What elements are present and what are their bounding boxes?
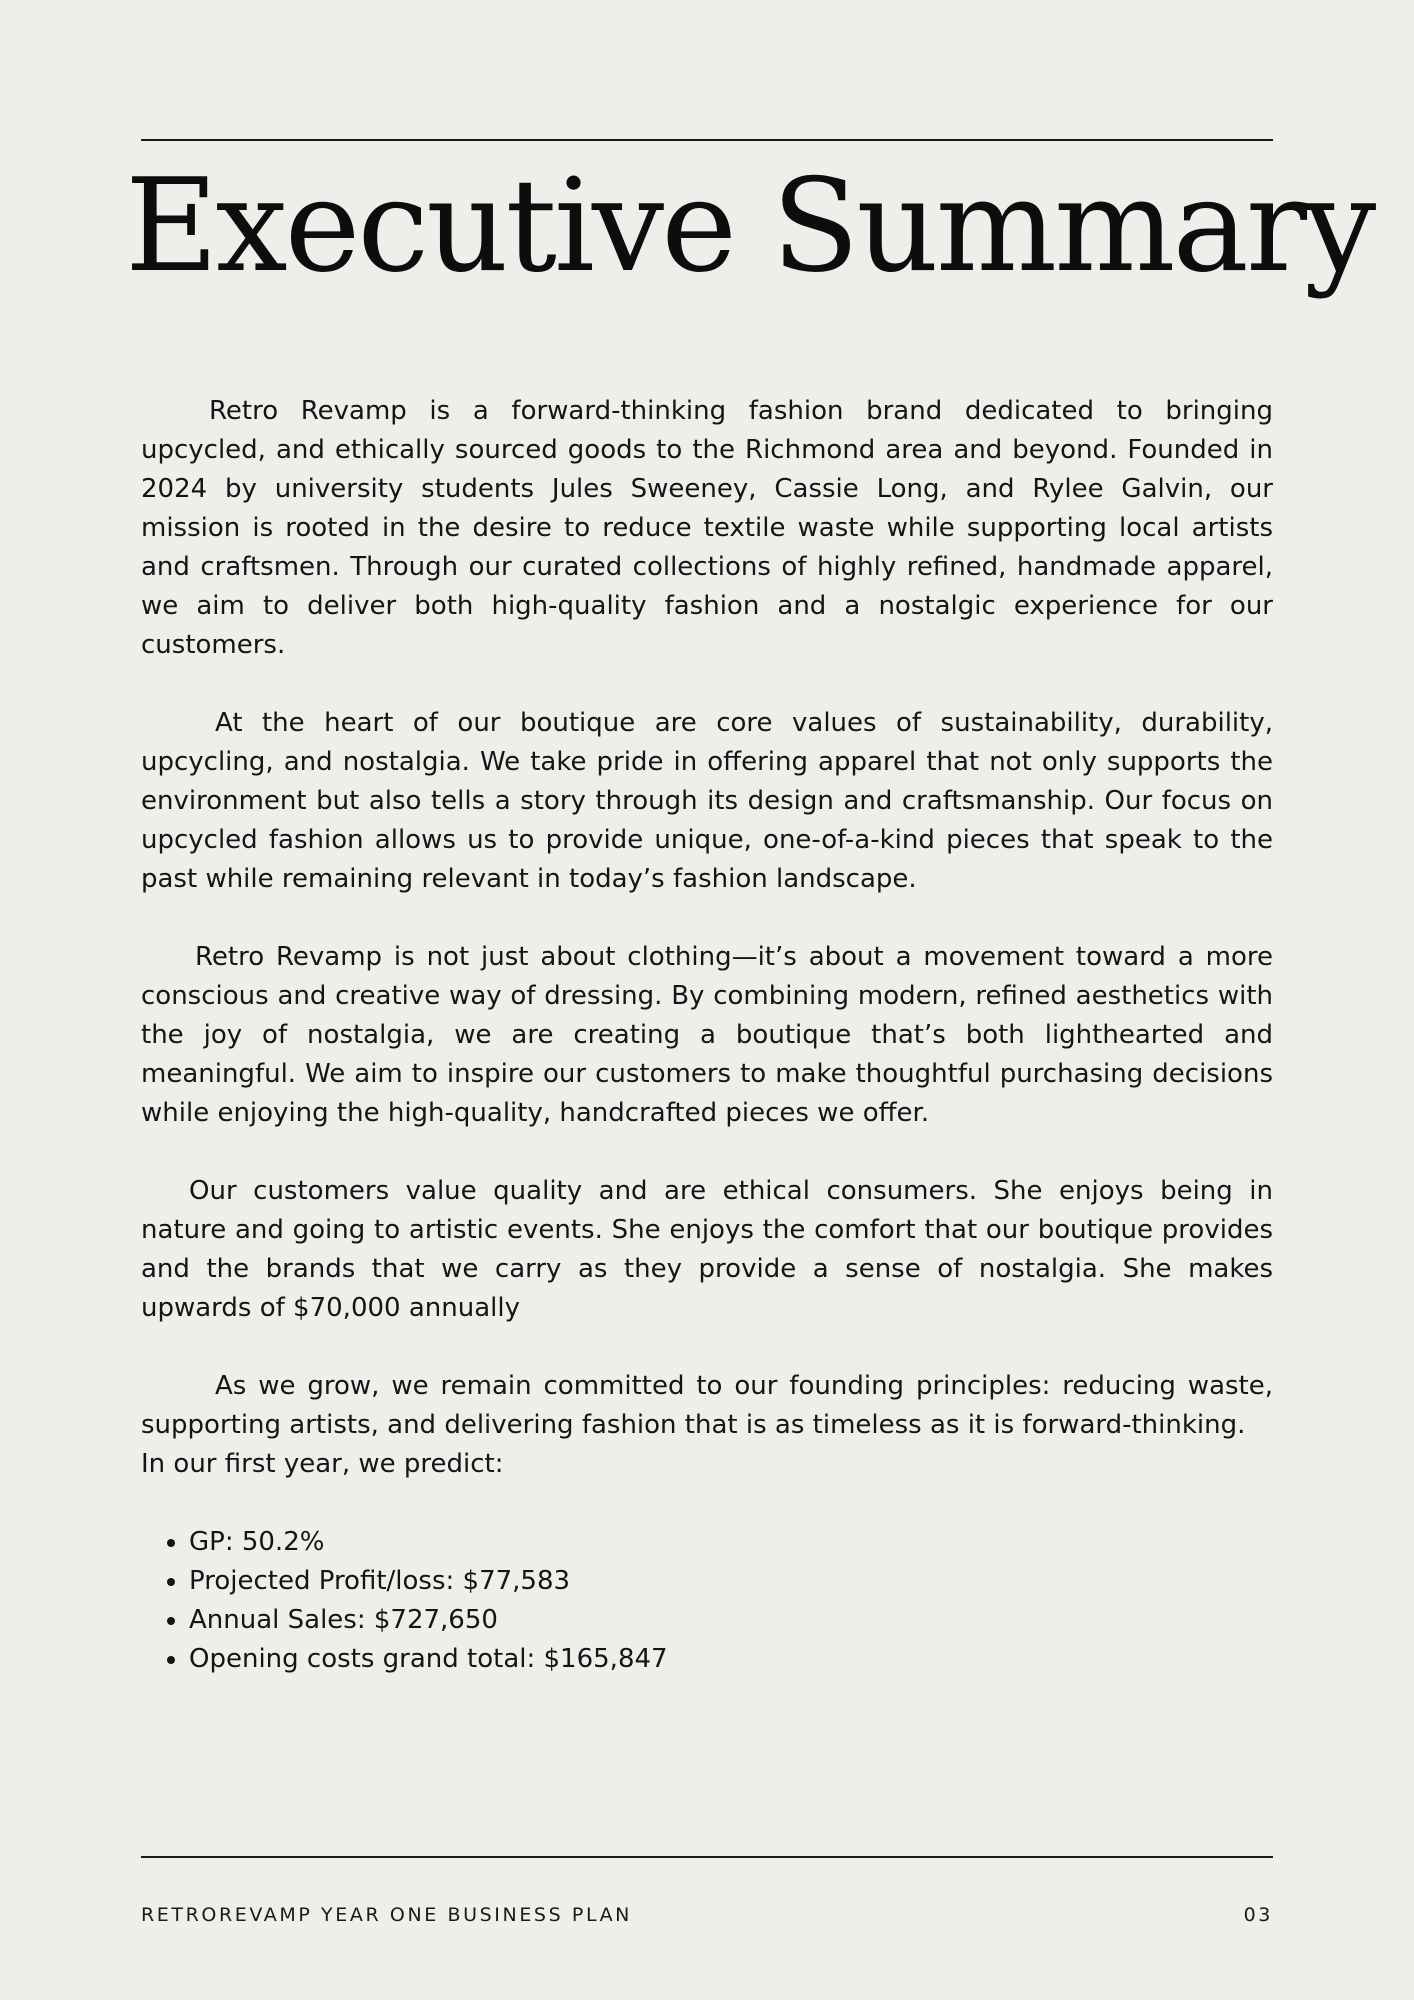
prediction-gross-profit: • GP: 50.2%	[189, 1523, 1273, 1562]
paragraph-intro: Retro Revamp is a forward-thinking fashion brand dedicated to bringing upcycled, and ethically sourced goods to the Richmond area and beyond. Founded in 2024 by university students Jules Sweeney, Cassie Long, and Rylee Galvin, our mission is rooted in the desire to reduce textile waste while supporting local artists and craftsmen. Through our curated collections of highly refined, handmade apparel, we aim to deliver both high-quality fashion and a nostalgic experience for our customers.	[141, 396, 1273, 660]
footer-page-number: 03	[1243, 1904, 1273, 1926]
paragraph-customers: Our customers value quality and are ethical consumers. She enjoys being in nature and going to artistic events. She enjoys the comfort that our boutique provides and the brands that we carry as they provide a sense of nostalgia. She makes upwards of $70,000 annually	[141, 1176, 1273, 1323]
paragraph-growth: As we grow, we remain committed to our founding principles: reducing waste, supporting artists, and delivering fashion that is as timeless as it is forward-thinking.	[141, 1371, 1273, 1440]
footer-document-title: RETROREVAMP YEAR ONE BUSINESS PLAN	[141, 1904, 632, 1926]
predictions-label: In our first year, we predict:	[141, 1449, 504, 1479]
page-title: Executive Summary	[125, 152, 1374, 301]
prediction-opening-costs: • Opening costs grand total: $165,847	[189, 1640, 1273, 1679]
top-divider	[141, 139, 1273, 141]
summary-body	[141, 392, 1273, 1679]
prediction-profit-loss: • Projected Profit/loss: $77,583	[189, 1562, 1273, 1601]
paragraph-core-values: At the heart of our boutique are core values of sustainability, durability, upcycling, and nostalgia. We take pride in offering apparel that not only supports the environment but also tells a story through its design and craftsmanship. Our focus on upcycled fashion allows us to provide unique, one-of-a-kind pieces that speak to the past while remaining relevant in today’s fashion landscape.	[141, 708, 1273, 894]
predictions-list	[141, 1523, 1273, 1679]
paragraph-movement: Retro Revamp is not just about clothing—it’s about a movement toward a more conscious and creative way of dressing. By combining modern, refined aesthetics with the joy of nostalgia, we are creating a boutique that’s both lighthearted and meaningful. We aim to inspire our customers to make thoughtful purchasing decisions while enjoying the high-quality, handcrafted pieces we offer.	[141, 942, 1273, 1128]
bottom-divider	[141, 1856, 1273, 1858]
prediction-annual-sales: • Annual Sales: $727,650	[189, 1601, 1273, 1640]
